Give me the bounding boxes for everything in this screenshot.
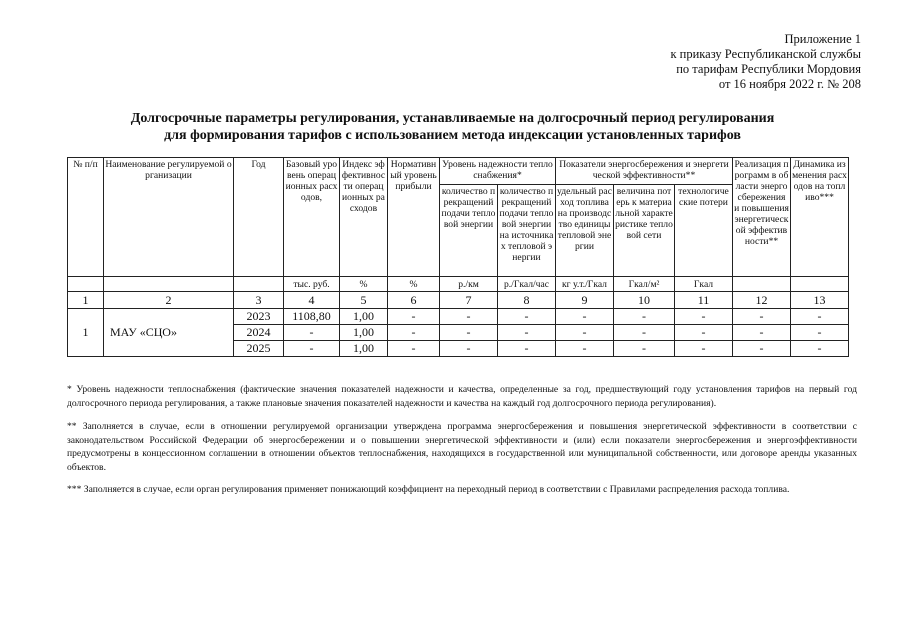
table-cell: - (440, 325, 498, 341)
efficiency-index-cell: 1,00 (340, 325, 388, 341)
column-number: 6 (388, 292, 440, 309)
header-num: № п/п (68, 158, 104, 277)
header-reliability-group: Уровень надежности теплоснабжения* (440, 158, 556, 185)
unit-cell: тыс. руб. (284, 277, 340, 292)
header-base-level: Базовый уровень операционных расходов, (284, 158, 340, 277)
table-cell: - (440, 309, 498, 325)
header-org: Наименование регулируемой организации (104, 158, 234, 277)
table-cell: - (498, 341, 556, 357)
column-number: 3 (234, 292, 284, 309)
unit-cell: р./Гкал/час (498, 277, 556, 292)
unit-cell (733, 277, 791, 292)
unit-cell (791, 277, 849, 292)
unit-cell: Гкал (675, 277, 733, 292)
appendix-header (670, 32, 861, 92)
table-row (68, 309, 849, 325)
footnote-energy-program: ** Заполняется в случае, если в отношении регулируемой организации утверждена программа энергосбережения и повышения энергетической эффективности в соответствии с законодательством Российской Федерации об энергосбережении и о повышении энергетической эффективности и (или) если показатели энергосбережения и энергоэффективности предусмотрены в концессионном соглашении в отношении объектов теплоснабжения, находящихся в государственной или муниципальной собственности, или договоре аренды указанных объектов. (67, 421, 857, 473)
base-level-cell: - (284, 325, 340, 341)
base-level-cell: - (284, 341, 340, 357)
efficiency-index-cell: 1,00 (340, 341, 388, 357)
header-energy-sub1: удельный расход топлива на производство единицы тепловой энергии (556, 185, 614, 277)
parameters-table (67, 157, 849, 357)
unit-cell: % (340, 277, 388, 292)
table-cell: - (388, 325, 440, 341)
table-cell: - (675, 325, 733, 341)
unit-cell: Гкал/м² (614, 277, 675, 292)
table-cell: - (498, 309, 556, 325)
footnote-reliability: * Уровень надежности теплоснабжения (фактические значения показателей надежности и качества, определенные за год, предшествующий году установления тарифов на первый год долгосрочного периода регулирования, а также плановые значения показателей надежности и качества на каждый год долгосрочного периода регулирования). (67, 384, 857, 409)
year-cell: 2024 (234, 325, 284, 341)
appendix-line: от 16 ноября 2022 г. № 208 (718, 77, 861, 91)
org-name: МАУ «СЦО» (104, 309, 234, 357)
table-cell: - (733, 341, 791, 357)
header-profit-norm: Нормативный уровень прибыли (388, 158, 440, 277)
table-cell: - (614, 341, 675, 357)
appendix-line: по тарифам Республики Мордовия (676, 62, 861, 76)
table-cell: - (556, 309, 614, 325)
column-number: 2 (104, 292, 234, 309)
appendix-line: Приложение 1 (784, 32, 861, 46)
column-number: 4 (284, 292, 340, 309)
table-cell: - (791, 309, 849, 325)
year-cell: 2023 (234, 309, 284, 325)
appendix-line: к приказу Республиканской службы (670, 47, 861, 61)
table-cell: - (388, 341, 440, 357)
title-line: Долгосрочные параметры регулирования, устанавливаемые на долгосрочный период регулирования (130, 111, 775, 126)
unit-cell: % (388, 277, 440, 292)
table-cell: - (675, 309, 733, 325)
column-number: 10 (614, 292, 675, 309)
column-number: 13 (791, 292, 849, 309)
table-cell: - (388, 309, 440, 325)
table-cell: - (791, 341, 849, 357)
table-cell: - (733, 325, 791, 341)
header-reliability-sub2: количество прекращений подачи тепловой энергии на источниках тепловой энергии (498, 185, 556, 277)
table-cell: - (556, 341, 614, 357)
table-cell: - (556, 325, 614, 341)
header-fuel-dynamics: Динамика изменения расходов на топливо*** (791, 158, 849, 277)
table-cell: - (675, 341, 733, 357)
header-reliability-sub1: количество прекращений подачи тепловой энергии (440, 185, 498, 277)
column-number: 11 (675, 292, 733, 309)
table-cell: - (614, 309, 675, 325)
year-cell: 2025 (234, 341, 284, 357)
column-number: 1 (68, 292, 104, 309)
column-number: 5 (340, 292, 388, 309)
table-cell: - (498, 325, 556, 341)
header-efficiency-index: Индекс эффективности операционных расходов (340, 158, 388, 277)
org-number: 1 (68, 309, 104, 357)
document-title (0, 110, 905, 144)
unit-cell: р./км (440, 277, 498, 292)
table-cell: - (733, 309, 791, 325)
unit-cell (104, 277, 234, 292)
header-year: Год (234, 158, 284, 277)
column-number: 8 (498, 292, 556, 309)
table-cell: - (614, 325, 675, 341)
unit-cell (68, 277, 104, 292)
header-programs: Реализация программ в области энергосбережения и повышения энергетической эффективности** (733, 158, 791, 277)
header-energy-sub2: величина потерь к материальной характеристике тепловой сети (614, 185, 675, 277)
unit-cell (234, 277, 284, 292)
title-line: для формирования тарифов с использованием метода индексации установленных тарифов (164, 128, 741, 143)
efficiency-index-cell: 1,00 (340, 309, 388, 325)
header-energy-group: Показатели энергосбережения и энергетической эффективности** (556, 158, 733, 185)
column-number: 12 (733, 292, 791, 309)
table-cell: - (791, 325, 849, 341)
column-number: 7 (440, 292, 498, 309)
table-cell: - (440, 341, 498, 357)
base-level-cell: 1108,80 (284, 309, 340, 325)
column-number: 9 (556, 292, 614, 309)
header-energy-sub3: технологические потери (675, 185, 733, 277)
unit-cell: кг у.т./Гкал (556, 277, 614, 292)
footnote-fuel: *** Заполняется в случае, если орган регулирования применяет понижающий коэффициент на переходный период в соответствии с Правилами распределения расхода топлива. (67, 484, 790, 495)
